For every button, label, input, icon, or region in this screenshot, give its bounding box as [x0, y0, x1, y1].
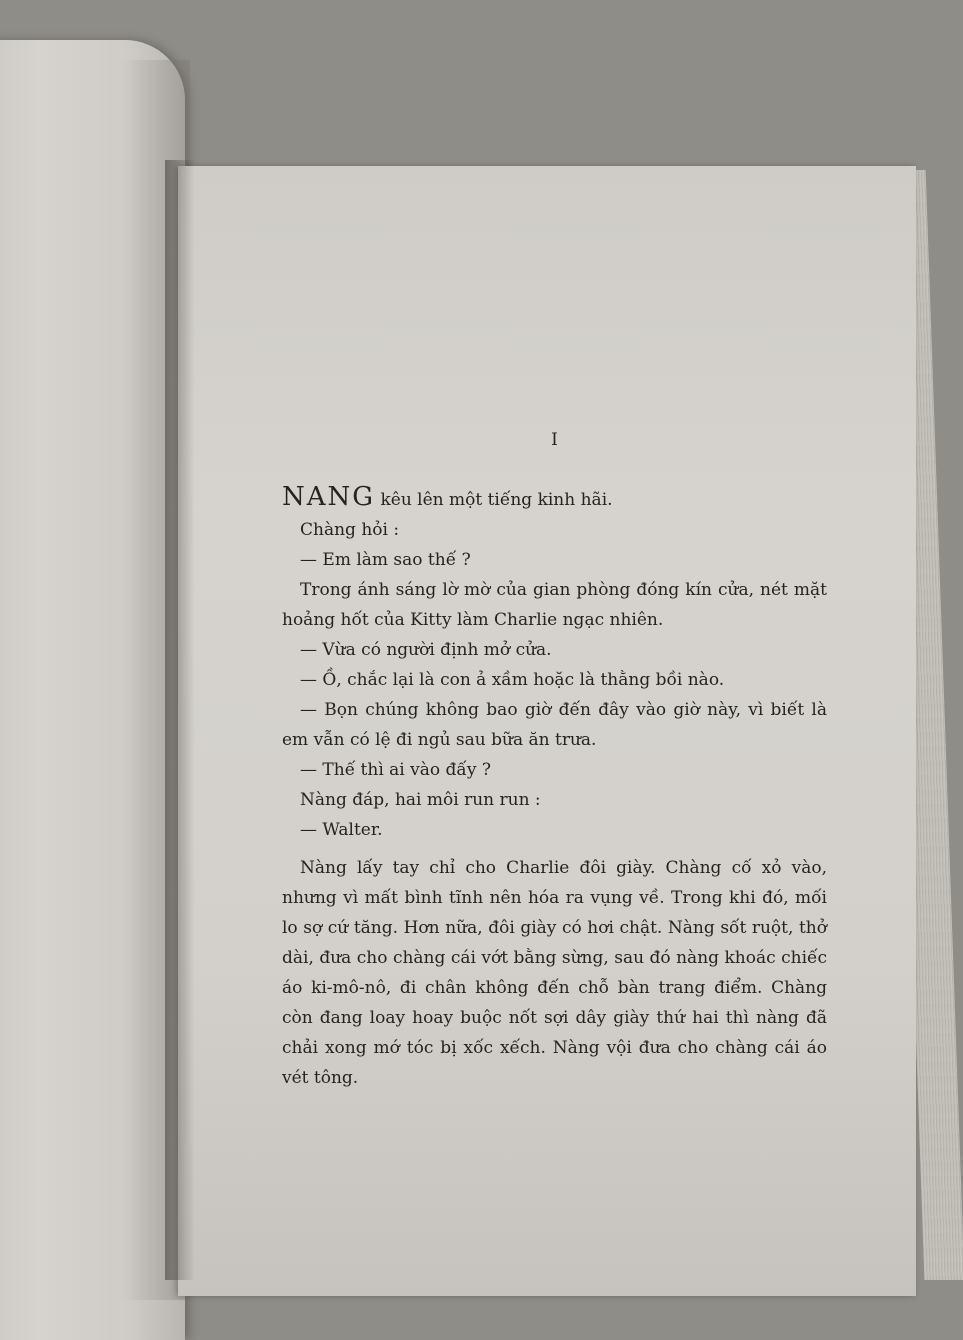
- paragraph: Chàng hỏi :: [300, 520, 400, 540]
- paragraph: — Thế thì ai vào đấy ?: [300, 760, 491, 780]
- paragraph: — Walter.: [300, 820, 383, 840]
- paragraph: — Ồ, chắc lại là con ả xầm hoặc là thằng bồi nào.: [300, 670, 725, 690]
- opening-text: kêu lên một tiếng kinh hãi.: [375, 490, 613, 510]
- paragraph: — Em làm sao thế ?: [300, 550, 471, 570]
- paragraph: — Vừa có người định mở cửa.: [300, 640, 552, 660]
- paragraph-spacer: [282, 845, 827, 853]
- paragraph: Trong ánh sáng lờ mờ của gian phòng đóng kín cửa, nét mặt hoảng hốt của Kitty làm Charlie ngạc nhiên.: [282, 580, 827, 630]
- chapter-number: I: [551, 430, 558, 450]
- paragraph: Nàng đáp, hai môi run run :: [300, 790, 541, 810]
- page-text: [282, 420, 827, 1093]
- paragraph: Nàng lấy tay chỉ cho Charlie đôi giày. Chàng cố xỏ vào, nhưng vì mất bình tĩnh nên hóa ra vụng về. Trong khi đó, mối lo sợ cứ tăng. Hơn nữa, đôi giày có hơi chật. Nàng sốt ruột, thở dài, đưa cho chàng cái vớt bằng sừng, sau đó nàng khoác chiếc áo ki-mô-nô, đi chân không đến chỗ bàn trang điểm. Chàng còn đang loay hoay buộc nốt sợi dây giày thứ hai thì nàng đã chải xong mớ tóc bị xốc xếch. Nàng vội đưa cho chàng cái áo vét tông.: [282, 858, 827, 1088]
- opening-paragraph: [282, 482, 827, 515]
- paragraph: — Bọn chúng không bao giờ đến đây vào giờ này, vì biết là em vẫn có lệ đi ngủ sau bữa ăn trưa.: [282, 700, 827, 750]
- dropcap-word: NANG: [282, 482, 376, 512]
- book-gutter: [165, 160, 195, 1280]
